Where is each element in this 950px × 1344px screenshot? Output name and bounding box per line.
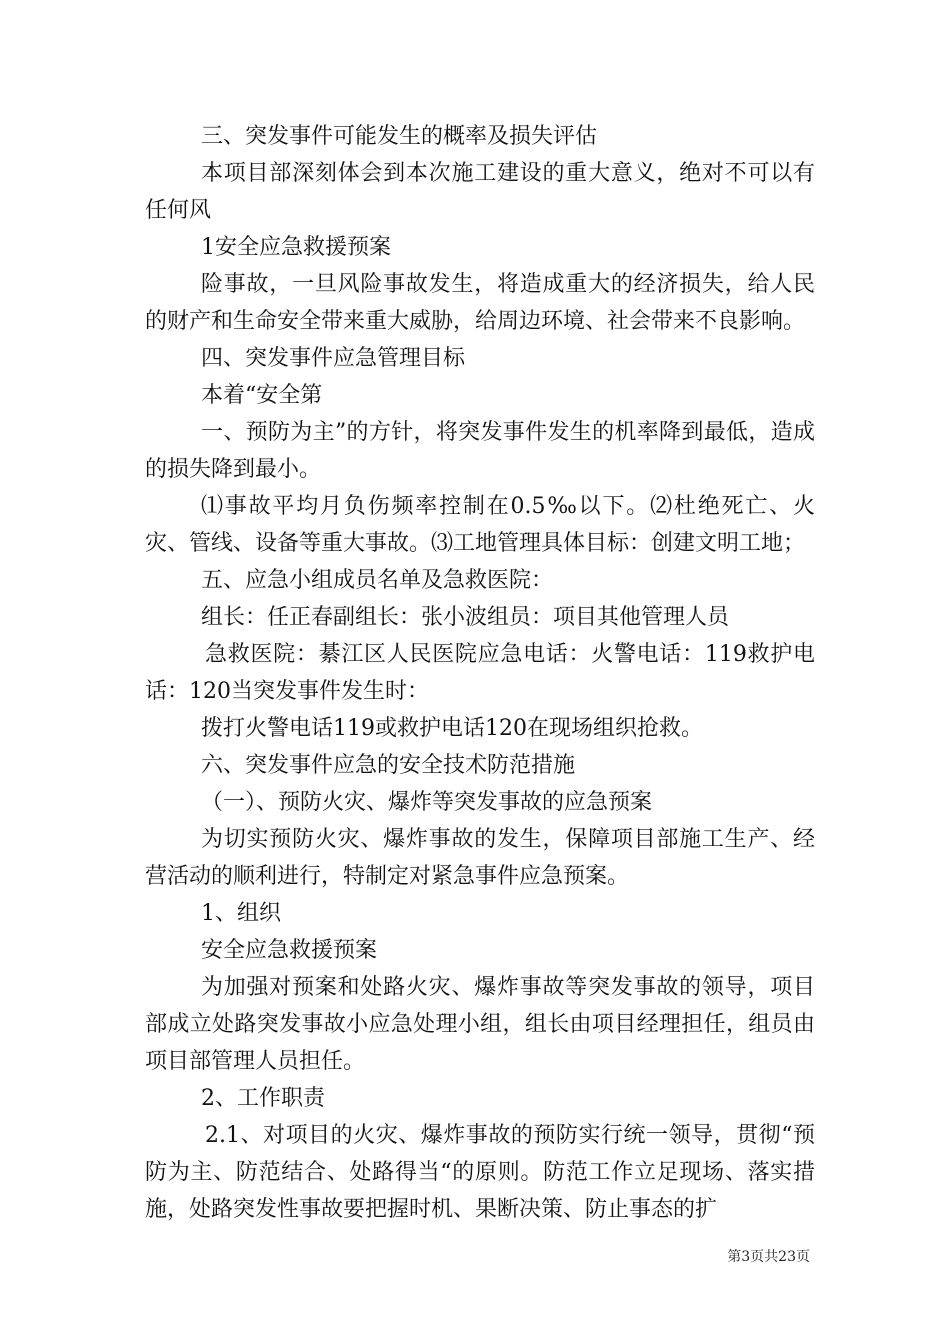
section-heading-4: 四、突发事件应急管理目标: [201, 346, 466, 371]
subsection-heading-1: （一）、预防火灾、爆炸等突发事故的应急预案: [201, 790, 653, 815]
page-number: 第3页共23页: [727, 1249, 810, 1265]
paragraph: 一、预防为主”的方针，将突发事件发生的机率降到最低，造成的损失降到最小。: [145, 420, 815, 482]
paragraph-team-members: 组长：任正春副组长：张小波组员：项目其他管理人员: [201, 605, 730, 630]
inline-title: 安全应急救援预案: [201, 938, 378, 963]
paragraph-emergency-call: 拨打火警电话119或救护电话120在现场组织抢救。: [201, 716, 703, 741]
paragraph: 为加强对预案和处路火灾、爆炸事故等突发事故的领导，项目部成立处路突发事故小应急处理小组，组长由项目经理担任，组员由项目部管理人员担任。: [145, 975, 815, 1074]
paragraph-goals: ⑴事故平均月负伤频率控制在0.5‰以下。⑵杜绝死亡、火灾、管线、设备等重大事故。⑶工地管理具体目标：创建文明工地；: [145, 494, 815, 556]
paragraph: 本项目部深刻体会到本次施工建设的重大意义，绝对不可以有任何风: [145, 161, 815, 223]
paragraph: 险事故，一旦风险事故发生，将造成重大的经济损失，给人民的财产和生命安全带来重大威胁，给周边环境、社会带来不良影响。: [145, 272, 815, 334]
paragraph: 为切实预防火灾、爆炸事故的发生，保障项目部施工生产、经营活动的顺利进行，特制定对紧急事件应急预案。: [145, 827, 815, 889]
paragraph-hospital: 急救医院：綦江区人民医院应急电话：火警电话：119救护电话：120当突发事件发生时：: [145, 642, 815, 704]
subheading-duties: 2、工作职责: [201, 1086, 325, 1111]
subheading-organization: 1、组织: [201, 901, 281, 926]
section-heading-3: 三、突发事件可能发生的概率及损失评估: [201, 124, 598, 149]
section-heading-5: 五、应急小组成员名单及急救医院：: [201, 568, 554, 593]
document-body: [145, 118, 815, 1228]
paragraph-duty-2-1: 2.1、对项目的火灾、爆炸事故的预防实行统一领导，贯彻“预防为主、防范结合、处路得当“的原则。防范工作立足现场、落实措施，处路突发性事故要把握时机、果断决策、防止事态的扩: [145, 1123, 815, 1222]
paragraph: 本着“安全第: [201, 383, 323, 408]
section-heading-6: 六、突发事件应急的安全技术防范措施: [201, 753, 576, 778]
inline-title: 1安全应急救援预案: [201, 235, 391, 260]
